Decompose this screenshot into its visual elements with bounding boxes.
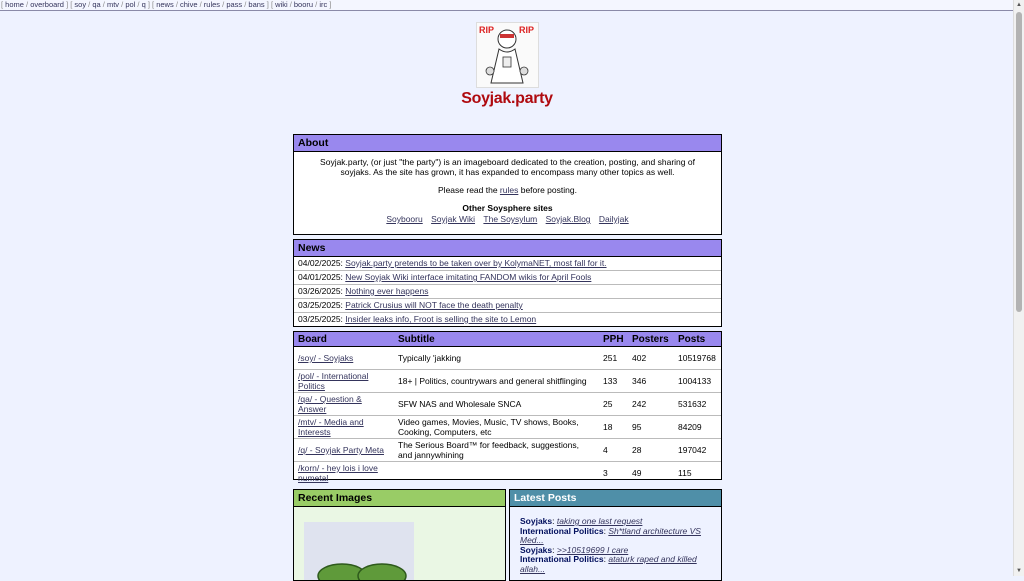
news-date: 04/01/2025: [298,272,343,282]
table-row [294,462,721,485]
board-cell [294,370,394,393]
nav-link-chive[interactable]: chive [180,0,198,9]
news-link[interactable]: Soyjak.party pretends to be taken over by KolymaNET, most fall for it. [345,258,607,268]
scroll-down-arrow-icon[interactable]: ▼ [1016,568,1022,574]
news-box [293,239,722,327]
board-link-q[interactable]: /q/ - Soyjak Party Meta [298,445,384,455]
subtitle-cell: SFW NAS and Wholesale SNCA [394,393,599,416]
latest-post-board: International Politics [520,525,604,536]
about-description: Soyjak.party, (or just "the party") is an imageboard dedicated to the creation, posting, and sharing of soyjaks. As the site has grown, it has expanded to encompass many other topics as well. [320,157,695,177]
posts-cell: 115 [674,462,721,485]
latest-post-link[interactable]: ataturk raped and killed allah... [520,554,697,574]
latest-post-link[interactable]: >>10519699 I care [556,544,629,555]
latest-post-board: Soyjaks [520,516,553,526]
nav-link-overboard[interactable]: overboard [30,0,64,9]
nav-link-mtv[interactable]: mtv [106,0,120,9]
news-list [294,257,721,326]
nav-group-boards: [ soy / qa / mtv / pol / q ] [70,0,150,9]
table-row [294,416,721,439]
subtitle-cell: The Serious Board™ for feedback, suggestions, and jannywhining [394,439,599,462]
news-date: 03/25/2025: [298,300,343,310]
nav-link-bans[interactable]: bans [248,0,265,9]
nav-group-site: [ news / chive / rules / pass / bans ] [152,0,269,9]
board-cell [294,439,394,462]
nav-link-irc[interactable]: irc [319,0,328,9]
site-title: Soyjak.party [461,90,553,107]
nav-link-home[interactable]: home [5,0,24,9]
pph-cell: 3 [599,462,628,485]
board-link-soy[interactable]: /soy/ - Soyjaks [298,353,354,363]
site-link-soybooru[interactable]: Soybooru [386,214,423,224]
news-link[interactable]: New Soyjak Wiki interface imitating FANDOM wikis for April Fools [345,272,592,282]
news-link[interactable]: Nothing ever happens [345,286,429,296]
latest-post-item: International Politics: Sh*tland architecture VS Med... [520,525,701,545]
table-row [294,393,721,416]
col-header-posters: Posters [628,332,674,347]
about-header: About [294,135,721,152]
nav-link-qa[interactable]: qa [92,0,101,9]
posts-cell: 531632 [674,393,721,416]
other-sites-title: Other Soysphere sites [462,203,553,213]
nav-link-q[interactable]: q [141,0,146,9]
logo-text-left: RIP [479,25,495,35]
board-cell [294,416,394,439]
pph-cell: 4 [599,439,628,462]
table-row [294,370,721,393]
other-sites-list [306,214,709,224]
page-scrollbar[interactable] [1013,0,1024,576]
subtitle-cell: Video games, Movies, Music, TV shows, Books, Cooking, Computers, etc [394,416,599,439]
col-header-board: Board [294,332,394,347]
nav-group-main: [ home / overboard ] [1,0,69,9]
news-item [294,298,721,312]
news-link[interactable]: Insider leaks info, Froot is selling the site to Lemon [345,314,537,324]
news-date: 03/25/2025: [298,314,343,324]
rules-notice [306,185,709,195]
top-nav-bar [0,0,1015,11]
nav-link-wiki[interactable]: wiki [275,0,288,9]
nav-link-pol[interactable]: pol [125,0,136,9]
pph-cell: 18 [599,416,628,439]
news-item [294,257,721,270]
subtitle-cell [394,462,599,485]
nav-link-pass[interactable]: pass [226,0,243,9]
boards-table [294,332,721,484]
posts-cell: 84209 [674,416,721,439]
posts-cell: 10519768 [674,347,721,370]
latest-post-link[interactable]: Sh*tland architecture VS Med... [520,525,701,545]
latest-posts-header: Latest Posts [510,490,721,507]
nav-group-external: [ wiki / booru / irc ] [270,0,332,9]
nav-link-news[interactable]: news [156,0,174,9]
posters-cell: 346 [628,370,674,393]
board-cell [294,393,394,416]
rules-link[interactable]: rules [499,185,519,195]
logo-text-right: RIP [519,25,535,35]
latest-post-link[interactable]: taking one last request [556,516,643,526]
boards-table-header [294,332,721,347]
news-item [294,270,721,284]
col-header-posts: Posts [674,332,721,347]
pph-cell: 25 [599,393,628,416]
news-item [294,312,721,326]
posters-cell: 95 [628,416,674,439]
posts-cell: 197042 [674,439,721,462]
table-row [294,347,721,370]
pph-cell: 251 [599,347,628,370]
nav-link-rules[interactable]: rules [203,0,221,9]
latest-post-board: Soyjaks [520,544,553,555]
latest-post-item: Soyjaks: taking one last request [520,516,643,526]
board-cell [294,347,394,370]
posters-cell: 28 [628,439,674,462]
news-date: 03/26/2025: [298,286,343,296]
recent-images-header: Recent Images [294,490,505,507]
recent-images-box [293,489,506,581]
news-item [294,284,721,298]
scrollbar-thumb[interactable] [1016,12,1022,312]
rules-prefix: Please read the [438,185,500,195]
about-body [294,152,721,228]
subtitle-cell: 18+ | Politics, countrywars and general shitflinging [394,370,599,393]
posts-cell: 1004133 [674,370,721,393]
boards-box [293,331,722,483]
board-link-korn[interactable]: /korn/ - hey lois i love numetal [298,463,378,483]
frog-image-icon [304,522,414,581]
news-date: 04/02/2025: [298,258,343,268]
board-link-qa[interactable]: /qa/ - Question & Answer [298,394,362,414]
subtitle-cell: Typically 'jakking [394,347,599,370]
posters-cell: 49 [628,462,674,485]
latest-post-item: International Politics: ataturk raped and killed allah... [520,554,697,574]
col-header-subtitle: Subtitle [394,332,599,347]
board-link-pol[interactable]: /pol/ - International Politics [298,371,369,391]
nav-link-soy[interactable]: soy [74,0,87,9]
soyjak-rip-drawing [477,23,538,87]
site-link-soysylum[interactable]: The Soysylum [483,214,538,224]
about-box [293,134,722,235]
board-link-mtv[interactable]: /mtv/ - Media and Interests [298,417,364,437]
news-header: News [294,240,721,257]
rules-suffix: before posting. [518,185,577,195]
scroll-up-arrow-icon[interactable]: ▲ [1016,2,1022,8]
news-link[interactable]: Patrick Crusius will NOT face the death penalty [345,300,523,310]
table-row [294,439,721,462]
site-link-soyjak-wiki[interactable]: Soyjak Wiki [431,214,476,224]
posters-cell: 242 [628,393,674,416]
latest-post-item: Soyjaks: >>10519699 I care [520,544,629,555]
site-link-dailyjak[interactable]: Dailyjak [598,214,629,224]
latest-posts-list [510,507,721,574]
nav-link-booru[interactable]: booru [293,0,314,9]
recent-image-thumbnail[interactable] [304,522,414,581]
posters-cell: 402 [628,347,674,370]
site-link-soyjak-blog[interactable]: Soyjak.Blog [545,214,591,224]
board-cell [294,462,394,485]
pph-cell: 133 [599,370,628,393]
latest-post-board: International Politics [520,554,604,564]
col-header-pph: PPH [599,332,628,347]
site-logo [476,22,539,88]
latest-posts-box [509,489,722,581]
